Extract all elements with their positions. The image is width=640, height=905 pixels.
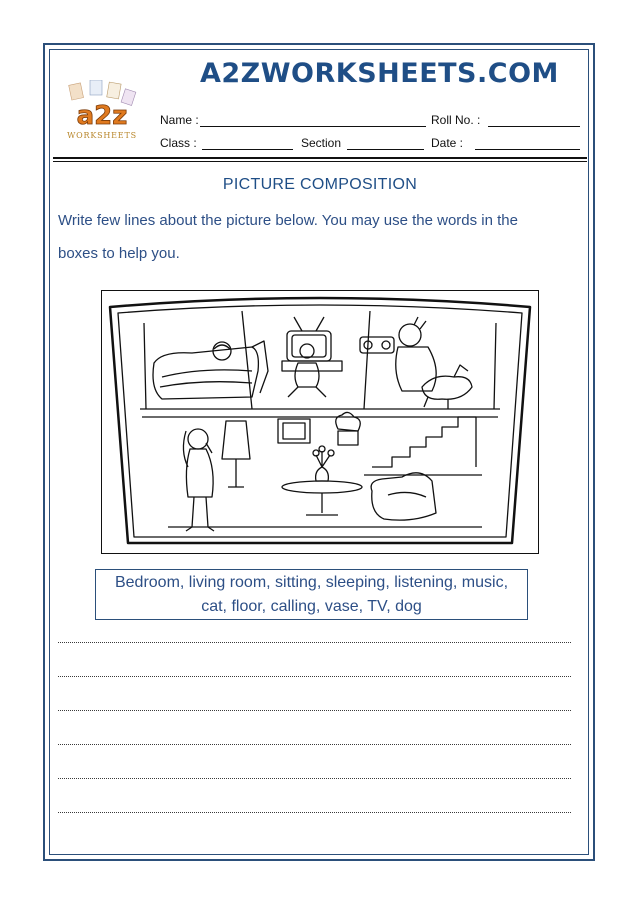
writing-line[interactable] bbox=[58, 744, 571, 745]
word-bank-box bbox=[95, 569, 528, 620]
worksheet-heading: PICTURE COMPOSITION bbox=[222, 176, 418, 193]
roll-field[interactable] bbox=[488, 126, 580, 127]
word-bank-line-2: cat, floor, calling, vase, TV, dog bbox=[201, 598, 422, 615]
writing-line[interactable] bbox=[58, 812, 571, 813]
svg-text:a2z: a2z bbox=[76, 101, 128, 131]
name-label: Name : bbox=[160, 113, 199, 127]
writing-line[interactable] bbox=[58, 778, 571, 779]
a2z-logo bbox=[60, 80, 145, 142]
word-bank-line-1: Bedroom, living room, sitting, sleeping, listening, music, bbox=[114, 574, 509, 591]
class-label: Class : bbox=[160, 136, 197, 150]
writing-line[interactable] bbox=[58, 710, 571, 711]
class-field[interactable] bbox=[202, 149, 293, 150]
roll-label: Roll No. : bbox=[431, 113, 481, 127]
svg-text:WORKSHEETS: WORKSHEETS bbox=[67, 131, 137, 140]
site-title: A2ZWORKSHEETS.COM bbox=[200, 58, 559, 89]
house-cutaway-illustration bbox=[102, 291, 538, 553]
date-field[interactable] bbox=[475, 149, 580, 150]
name-field[interactable] bbox=[200, 126, 426, 127]
writing-line[interactable] bbox=[58, 676, 571, 677]
writing-line[interactable] bbox=[58, 642, 571, 643]
section-field[interactable] bbox=[347, 149, 424, 150]
house-illustration-box bbox=[101, 290, 539, 554]
instruction-line-2: boxes to help you. bbox=[58, 245, 180, 262]
section-label: Section bbox=[301, 136, 342, 150]
instruction-line-1: Write few lines about the picture below. You may use the words in the bbox=[58, 212, 518, 229]
date-label: Date : bbox=[431, 136, 464, 150]
header-divider bbox=[53, 157, 587, 159]
header-divider-thin bbox=[53, 161, 587, 162]
